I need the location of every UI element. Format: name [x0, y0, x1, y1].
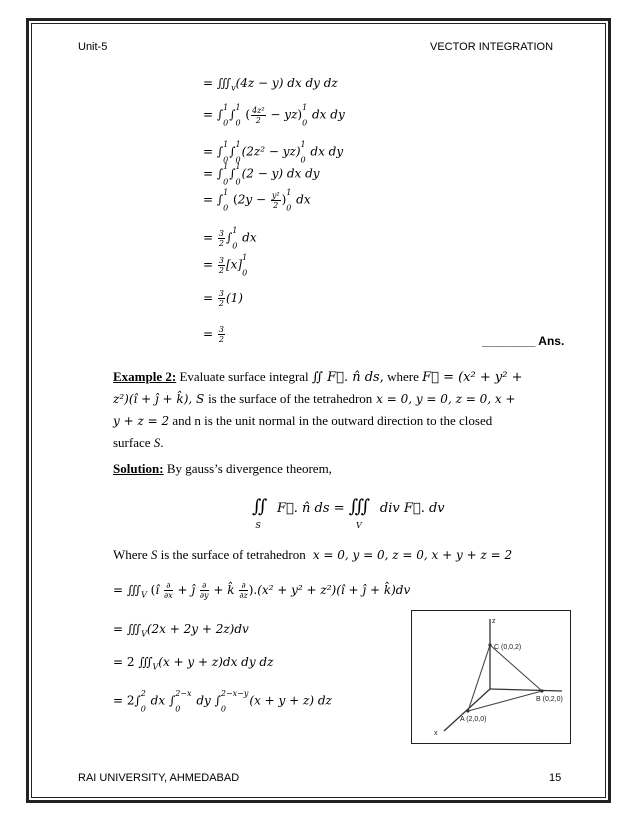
solution-step-3: = 2 $∭_V(x + y + z)dx$ dy dz — [113, 655, 274, 672]
equation-line-9: = $\frac{3}{2}$ — [203, 325, 224, 344]
answer-marker: ________ Ans. — [482, 334, 565, 348]
solution-step-2: = $∭_V(2x + 2y + 2z)dv$ — [113, 622, 249, 639]
point-a-dot — [466, 709, 469, 712]
x-axis-label: x — [434, 730, 438, 737]
solution-heading: Solution: — [113, 461, 164, 476]
solution-line — [113, 461, 332, 477]
equation-line-7: = $\frac{3}{2}$ $[x]^1$ $_0$ — [203, 253, 248, 278]
z-axis-label: z — [492, 618, 496, 625]
point-c-label: C (0,0,2) — [494, 644, 522, 651]
example2-line-2: z²)(î + ĵ + k̂), S is the surface of the tetrahedron x = 0, y = 0, z = 0, x + — [113, 391, 516, 406]
equation-line-8: = $\frac{3}{2}$ (1) — [203, 289, 243, 308]
example2-line-1: Example 2: Evaluate surface integral ∬ F⃗. n̂ ds, where F⃗ = (x² + y² + — [113, 369, 523, 385]
tetrahedron-figure — [412, 611, 570, 743]
example2-line-3: y + z = 2 and n is the unit normal in the outward direction to the closed — [113, 413, 493, 428]
footer-university: RAI UNIVERSITY, AHMEDABAD — [78, 772, 240, 784]
example2-heading: Example 2: — [113, 369, 177, 384]
header-title: VECTOR INTEGRATION — [430, 41, 554, 53]
solution-intro: By gauss’s divergence theorem, — [166, 461, 332, 476]
equation-line-5: = ∫$^1$ $_0$ (2y − $\frac{\text{y²}}{2}$ )$^1$ $_0$ dx — [203, 188, 311, 213]
solution-step-4: = 2∫$^2$ $_0$ dx ∫$^{2-x}$ $_0$ dy ∫$^{2-x-y}$ $_0$(x + y + z) dz — [113, 689, 332, 714]
y-axis — [490, 689, 562, 691]
solution-step-1: = $∭_V$ (î $\frac{\partial}{\partial x}$ + ĵ $\frac{\partial}{\partial y}$ + k̂ $\frac{\partial}{\partial z}$ ).(x² + y² + z²)(î + ĵ + k̂)dv — [113, 581, 411, 600]
equation-line-3: = ∫$^1$ $_0$∫$^1$ $_0$(2z² − yz)$^1$ $_0$ dx dy — [203, 140, 344, 165]
equation-line-2: = ∫$^1$ $_0$∫$^1$ $_0$ ( $\frac{\text{4z²}}{2}$ − yz)$^1$ $_0$ dx dy — [203, 103, 345, 128]
point-b-dot — [540, 689, 543, 692]
edge-ca — [468, 645, 490, 711]
equation-line-4: = ∫$^1$ $_0$∫$^1$ $_0$(2 − y) dx dy — [203, 162, 320, 187]
point-c-dot — [488, 643, 491, 646]
equation-line-6: = $\frac{3}{2}$ ∫$^1$ $_0$ dx — [203, 226, 257, 251]
tetrahedron-diagram — [411, 610, 571, 744]
divergence-theorem: $∬_S$ F⃗. n̂ ds = $∭_V$ div F⃗. dv — [252, 496, 445, 530]
point-b-label: B (0,2,0) — [536, 696, 563, 703]
equation-line-1: = $∭_v(4z - y)$ dx dy dz — [203, 76, 338, 93]
footer-page-number: 15 — [549, 772, 562, 784]
example2-line-4: surface S. — [113, 435, 164, 450]
header-unit: Unit-5 — [78, 41, 108, 53]
point-a-label: A (2,0,0) — [460, 716, 487, 723]
edge-ab — [468, 691, 542, 711]
edge-cb — [490, 645, 542, 691]
where-line: Where S is the surface of tetrahedron x = 0, y = 0, z = 0, x + y + z = 2 — [113, 547, 513, 562]
